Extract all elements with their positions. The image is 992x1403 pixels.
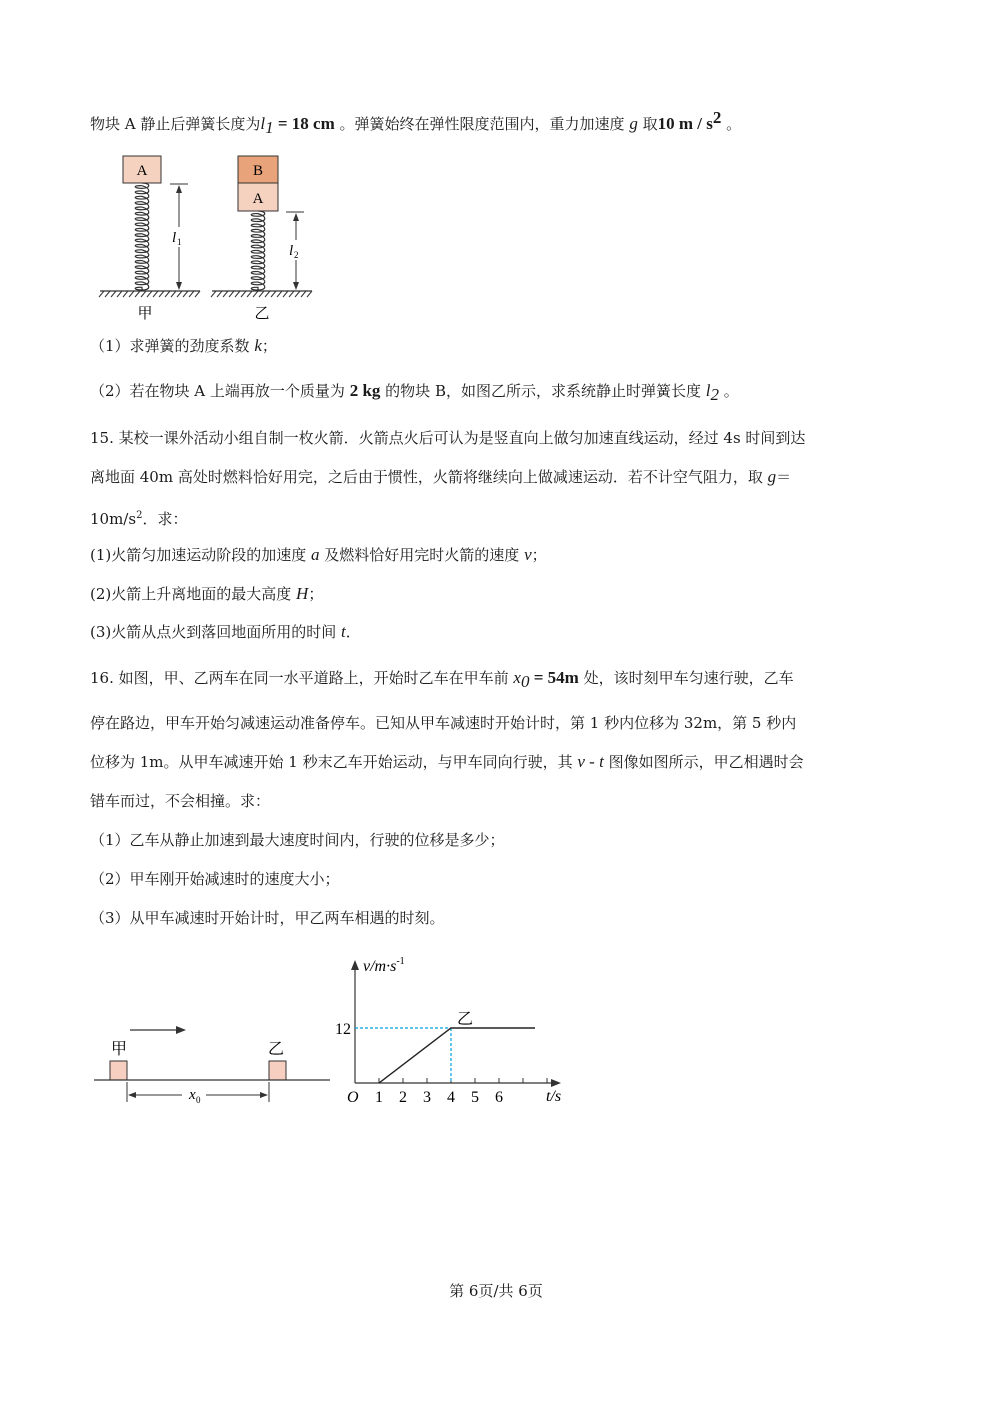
g-value: 10 m / s	[657, 114, 713, 133]
hatch-mark	[195, 291, 200, 297]
vt-chart	[335, 950, 575, 1115]
intro-take: 取	[637, 115, 658, 133]
l1-subscript: 1	[265, 118, 274, 137]
series-label: 乙	[457, 1011, 474, 1028]
q16-line3-end: 图像如图所示，甲乙相遇时会	[603, 753, 804, 771]
y-axis-label	[363, 956, 405, 975]
l1-value: = 18 cm	[273, 114, 335, 133]
q15-part1-end: ；	[531, 546, 547, 564]
q15-part2	[90, 584, 323, 604]
q16-line3-text: 位移为 1m。从甲车减速开始 1 秒末乙车开始运动，与甲车同向行驶，其	[90, 753, 578, 771]
hatch-mark	[265, 291, 270, 297]
hatch-mark	[141, 291, 146, 297]
car-a-label: 甲	[111, 1041, 128, 1058]
x-tick-label: 2	[399, 1089, 407, 1106]
q16-line1-text: 16. 如图，甲、乙两车在同一水平道路上，开始时乙车在甲车前	[90, 669, 514, 687]
l1-arrowhead-down	[176, 282, 182, 290]
hatch-mark	[283, 291, 288, 297]
caption-right: 乙	[254, 306, 270, 322]
g-symbol: g	[629, 114, 638, 133]
car-diagram	[90, 1010, 340, 1110]
direction-arrowhead	[176, 1026, 186, 1034]
q14-part2-end: 。	[718, 382, 739, 400]
y-ticks	[335, 1021, 351, 1038]
hatch-mark	[241, 291, 246, 297]
q15-line2	[90, 467, 791, 487]
q15-part3-text: (3)火箭从点火到落回地面所用的时间	[90, 623, 342, 641]
l1-label-subscript: 1	[177, 237, 182, 247]
q14-part1	[90, 336, 277, 356]
x-tick-label: 4	[447, 1089, 455, 1106]
g-symbol-q15: g	[767, 467, 777, 486]
hatch-mark	[105, 291, 110, 297]
H-symbol: H	[296, 584, 309, 603]
q14-part2-text: （2）若在物块 A 上端再放一个质量为	[90, 382, 350, 400]
hatch-mark	[259, 291, 264, 297]
ground-right-hatch	[211, 291, 312, 297]
x-tick-label: 6	[495, 1089, 503, 1106]
q14-part1-text: （1）求弹簧的劲度系数	[90, 337, 255, 355]
hatch-mark	[159, 291, 164, 297]
hatch-mark	[153, 291, 158, 297]
block-a-right-label: A	[252, 191, 264, 207]
caption-left: 甲	[137, 306, 153, 322]
q15-line3-end: ．求：	[142, 510, 188, 528]
hatch-mark	[307, 291, 312, 297]
hatch-mark	[223, 291, 228, 297]
l1-label: l	[172, 230, 177, 246]
distance-label-subscript: 0	[196, 1095, 201, 1105]
block-b-label: B	[252, 163, 264, 179]
hatch-mark	[183, 291, 188, 297]
y-axis-arrowhead	[351, 960, 359, 970]
hatch-mark	[253, 291, 258, 297]
l2-arrowhead-up	[293, 213, 299, 221]
distance-label: x	[189, 1087, 196, 1103]
hatch-mark	[123, 291, 128, 297]
y-axis-label-text: v/m·s	[363, 958, 397, 975]
q15-part1-text: (1)火箭匀加速运动阶段的加速度	[90, 546, 312, 564]
spring-diagram	[90, 150, 320, 330]
hatch-mark	[111, 291, 116, 297]
q15-line3	[90, 506, 187, 529]
k-symbol: k	[254, 336, 262, 355]
q15-part1	[90, 545, 547, 565]
hatch-mark	[295, 291, 300, 297]
equals-sign: ＝	[776, 468, 792, 486]
hatch-mark	[271, 291, 276, 297]
x-axis-label: t/s	[546, 1088, 562, 1105]
ground-left-hatch	[99, 291, 200, 297]
q16-line1-end: 处，该时刻甲车匀速行驶，乙车	[578, 669, 794, 687]
hatch-mark	[117, 291, 122, 297]
a-symbol: a	[311, 545, 320, 564]
q16-part3: （3）从甲车减速时开始计时，甲乙两车相遇的时刻。	[90, 909, 445, 927]
x0-value: = 54m	[529, 668, 579, 687]
x-tick-label: 1	[375, 1089, 383, 1106]
q16-line4: 错车而过，不会相撞。求：	[90, 792, 271, 810]
hatch-mark	[177, 291, 182, 297]
q15-part3	[90, 622, 361, 642]
series-group	[379, 1028, 535, 1083]
q16-part1: （1）乙车从静止加速到最大速度时间内，行驶的位移是多少；	[90, 831, 505, 849]
hatch-mark	[171, 291, 176, 297]
vt-symbol: v - t	[577, 752, 604, 771]
intro-end: 。	[721, 115, 742, 133]
spring-left	[135, 183, 149, 290]
origin-label: O	[347, 1089, 359, 1106]
intro-mid: 。弹簧始终在弹性限度范围内，重力加速度	[334, 115, 630, 133]
series-line	[379, 1028, 535, 1083]
hatch-mark	[189, 291, 194, 297]
q15-part2-text: (2)火箭上升离地面的最大高度	[90, 585, 297, 603]
hatch-mark	[235, 291, 240, 297]
q15-part3-end: ．	[345, 623, 361, 641]
distance-arrowhead-right	[260, 1092, 268, 1098]
x-axis-arrowhead	[551, 1079, 561, 1087]
g-value-q15: 10m/s	[90, 510, 137, 528]
x0-symbol: x	[513, 668, 521, 687]
hatch-mark	[301, 291, 306, 297]
car-b	[269, 1061, 286, 1080]
intro-text: 物块 A 静止后弹簧长度为	[90, 115, 261, 133]
l1-symbol: l	[260, 114, 266, 133]
block-a-left-label: A	[136, 163, 148, 179]
q16-line3	[90, 752, 804, 772]
hatch-mark	[147, 291, 152, 297]
page-footer: 第 6页/共 6页	[449, 1282, 543, 1300]
spring-right	[251, 211, 265, 290]
x-tick-label: 3	[423, 1089, 431, 1106]
hatch-mark	[165, 291, 170, 297]
q14-part2	[90, 381, 739, 405]
q15-part2-end: ；	[308, 585, 324, 603]
hatch-mark	[247, 291, 252, 297]
mass-value: 2 kg	[349, 381, 381, 400]
intro-line	[90, 108, 741, 138]
hatch-mark	[277, 291, 282, 297]
l1-arrowhead-up	[176, 185, 182, 193]
q15-part1-mid: 及燃料恰好用完时火箭的速度	[319, 546, 525, 564]
spring-figure	[90, 150, 320, 330]
hatch-mark	[99, 291, 104, 297]
x-ticks	[375, 1078, 547, 1106]
q15-line1: 15. 某校一课外活动小组自制一枚火箭．火箭点火后可认为是竖直向上做匀加速直线运动，经过 4s 时间到达	[90, 429, 806, 447]
hatch-mark	[211, 291, 216, 297]
q16-part2: （2）甲车刚开始减速时的速度大小；	[90, 870, 340, 888]
car-b-label: 乙	[268, 1041, 285, 1058]
x-tick-label: 5	[471, 1089, 479, 1106]
distance-arrowhead-left	[128, 1092, 136, 1098]
spring-right-assembly	[211, 156, 312, 322]
l2-subscript: 2	[710, 385, 719, 404]
l2-label: l	[289, 243, 294, 259]
car-a	[110, 1061, 127, 1080]
hatch-mark	[217, 291, 222, 297]
q16-line1	[90, 668, 794, 692]
hatch-mark	[129, 291, 134, 297]
l2-symbol: l	[705, 381, 711, 400]
spring-left-assembly	[99, 156, 200, 322]
x0-subscript: 0	[520, 672, 530, 691]
q14-part2-mid: 的物块 B，如图乙所示，求系统静止时弹簧长度	[380, 382, 706, 400]
y-axis-label-sup: -1	[396, 956, 405, 967]
hatch-mark	[289, 291, 294, 297]
hatch-mark	[135, 291, 140, 297]
q16-line2: 停在路边，甲车开始匀减速运动准备停车。已知从甲车减速时开始计时，第 1 秒内位移为 32m，第 5 秒内	[90, 714, 797, 732]
l2-label-subscript: 2	[294, 250, 299, 260]
g-superscript: 2	[712, 108, 722, 127]
y-tick-label: 12	[335, 1021, 351, 1038]
vt-chart-svg	[335, 950, 575, 1115]
l2-arrowhead-down	[293, 282, 299, 290]
v-symbol: v	[524, 545, 532, 564]
q15-line2-text: 离地面 40m 高处时燃料恰好用完，之后由于惯性，火箭将继续向上做减速运动．若不计空气阻力，取	[90, 468, 768, 486]
hatch-mark	[229, 291, 234, 297]
g-superscript-q15: 2	[136, 510, 143, 521]
guide-lines	[355, 1028, 451, 1083]
car-figure	[90, 1010, 340, 1110]
t-symbol: t	[341, 622, 346, 641]
q14-part1-end: ；	[261, 337, 277, 355]
